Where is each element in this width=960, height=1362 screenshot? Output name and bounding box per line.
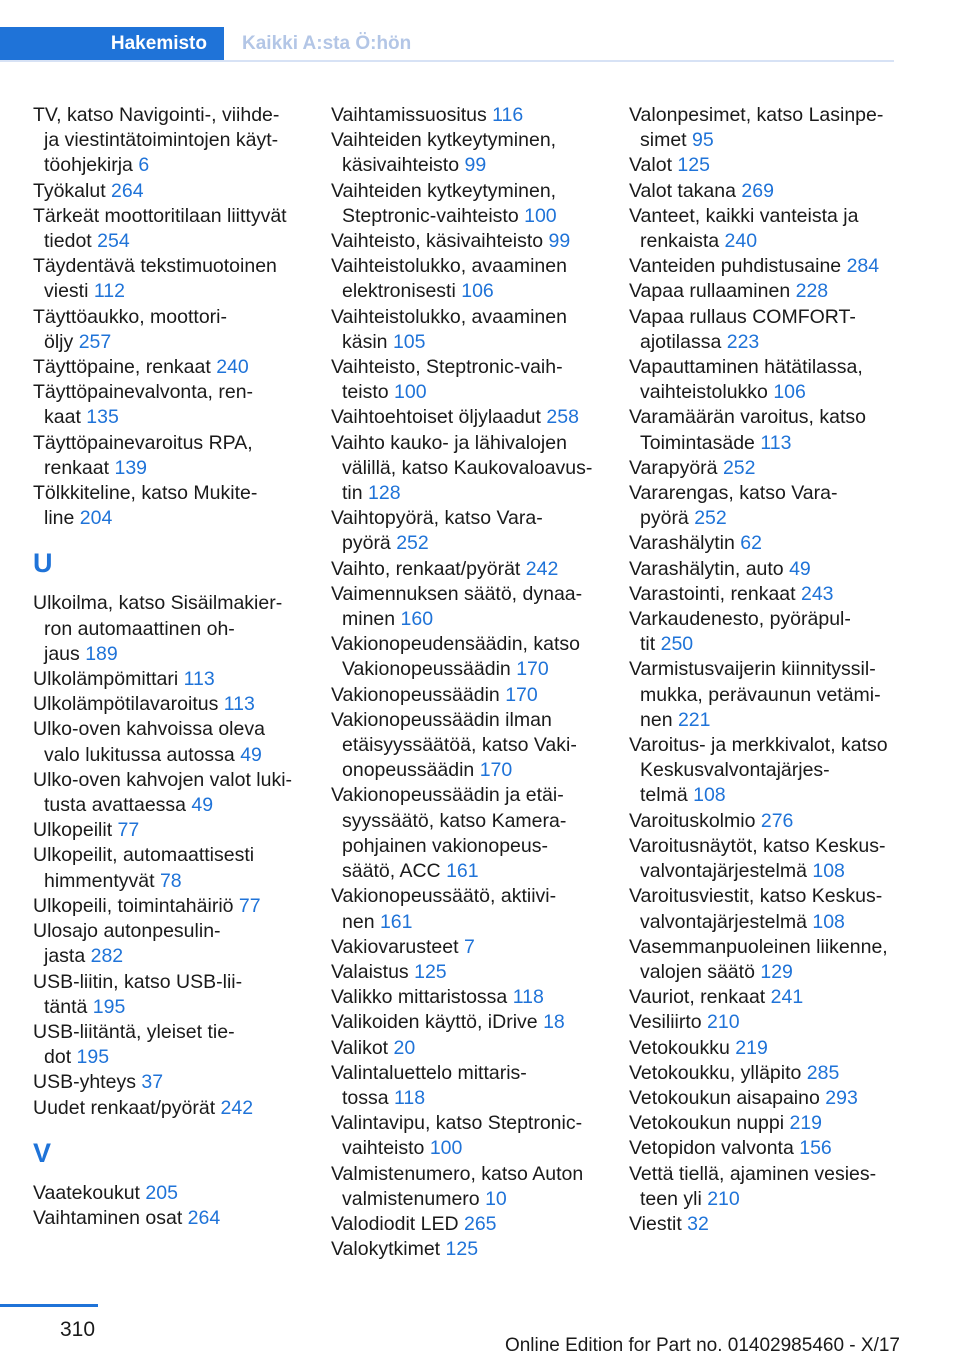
index-entry [33, 692, 303, 717]
page-link[interactable]: 156 [799, 1137, 832, 1160]
index-entry [33, 894, 303, 919]
page-link[interactable]: 77 [117, 819, 140, 842]
entry-text: Vaihteiden kytkeytyminen, käsivaihteisto [331, 129, 557, 177]
entry-text: Ulkopeilit [33, 819, 118, 842]
page-link[interactable]: 221 [677, 708, 711, 731]
page-link[interactable]: 293 [825, 1086, 858, 1109]
entry-text: Varoitusnäytöt, katso Keskus- valvontajärjestelmä [629, 834, 886, 883]
entry-text: Vanteiden puhdistusaine [629, 255, 847, 278]
index-entry [33, 818, 303, 843]
index-entry [331, 305, 601, 355]
page-link[interactable]: 112 [93, 280, 125, 303]
page-link[interactable]: 125 [414, 960, 447, 983]
page-link[interactable]: 125 [677, 154, 710, 177]
page-link[interactable]: 49 [240, 743, 262, 766]
entry-text: Valikko mittaristossa [331, 986, 513, 1009]
entry-text: Vakionopeussäädin ilman etäisyyssäätöä, katso Vaki- onopeussäädin [331, 708, 577, 782]
footer-accent-line [0, 1304, 98, 1307]
entry-text: Valaistus [331, 960, 415, 983]
index-column-1 [33, 103, 303, 1231]
index-entry [33, 843, 303, 893]
page-link[interactable]: 205 [145, 1181, 178, 1204]
page-link[interactable]: 254 [97, 230, 130, 253]
entry-text: Vaihteistolukko, avaaminen käsin [331, 305, 567, 353]
entry-text: Varoituskolmio [629, 809, 761, 832]
index-entry [331, 506, 601, 556]
page-link[interactable]: 100 [429, 1137, 463, 1160]
index-entry [331, 884, 601, 934]
index-entry [33, 179, 303, 204]
index-entry [331, 1212, 601, 1237]
index-entry [629, 1212, 899, 1237]
page-link[interactable]: 129 [760, 960, 793, 983]
index-entry [331, 431, 601, 507]
page-link[interactable]: 240 [216, 356, 249, 379]
index-entry [629, 531, 899, 556]
index-entry [331, 1010, 601, 1035]
index-entry [331, 632, 601, 682]
entry-text: Varamäärän varoitus, katso Toimintasäde [629, 406, 866, 454]
entry-text: Täyttöaukko, moottori- öljy [33, 305, 227, 353]
entry-text: Varastointi, renkaat [629, 582, 801, 605]
entry-text: Vauriot, renkaat [629, 986, 771, 1009]
page-link[interactable]: 20 [393, 1036, 416, 1059]
index-entry [629, 481, 899, 531]
page-link[interactable]: 161 [379, 910, 413, 933]
index-entry [331, 935, 601, 960]
page-link[interactable]: 252 [722, 456, 756, 479]
entry-text: Valonpesimet, katso Lasinpe- simet [629, 104, 884, 152]
page-link[interactable]: 49 [191, 794, 214, 817]
entry-text: Vaihtamissuositus [331, 104, 493, 126]
page-link[interactable]: 125 [445, 1238, 479, 1261]
index-entry [629, 1136, 899, 1161]
entry-text: Vararengas, katso Vara- pyörä [629, 482, 838, 530]
entry-text: Valokytkimet [331, 1238, 446, 1261]
entry-text: Täyttöpaine, renkaat [33, 356, 217, 379]
entry-text: Ulko-oven kahvoissa oleva valo lukitussa autossa [33, 718, 265, 766]
page-link[interactable]: 7 [463, 935, 475, 958]
page-link[interactable]: 170 [479, 759, 513, 782]
page-link[interactable]: 241 [770, 986, 804, 1009]
page-link[interactable]: 204 [79, 507, 113, 530]
index-entry [33, 204, 303, 254]
page-link[interactable]: 285 [806, 1061, 840, 1084]
tab-a-to-z[interactable]: Kaikki A:sta Ö:hön [224, 27, 894, 60]
page-link[interactable]: 118 [512, 986, 544, 1009]
entry-text: Valikoiden käyttö, iDrive [331, 1011, 544, 1034]
entry-text: Varashälytin, auto [629, 557, 790, 580]
page-link[interactable]: 62 [740, 532, 762, 555]
page-link[interactable]: 32 [687, 1212, 709, 1235]
entry-text: Valodiodit LED [331, 1212, 464, 1235]
index-entry [33, 591, 303, 667]
entry-text: Ulosajo autonpesulin- jasta [33, 920, 221, 968]
entry-text: Ulkopeilit, automaattisesti himmentyvät [33, 844, 255, 892]
page-link[interactable]: 252 [396, 532, 429, 555]
index-column-2 [331, 103, 601, 1262]
page-link[interactable]: 10 [485, 1187, 507, 1210]
entry-text: Täyttöpainevalvonta, ren- kaat [33, 381, 254, 429]
page-link[interactable]: 170 [505, 683, 538, 706]
entry-text: Vapauttaminen hätätilassa, vaihteistolukko [629, 356, 863, 404]
index-entry [33, 1096, 303, 1121]
index-entry [629, 1111, 899, 1136]
index-entry [629, 935, 899, 985]
page-link[interactable]: 250 [660, 633, 694, 656]
page-link[interactable]: 258 [546, 406, 579, 429]
page-link[interactable]: 106 [461, 280, 494, 303]
page-link[interactable]: 265 [463, 1212, 497, 1235]
entry-text: Täyttöpainevaroitus RPA, renkaat [33, 431, 253, 479]
entry-text: USB-liitäntä, yleiset tie- dot [33, 1020, 235, 1069]
entry-text: Vesiliirto [629, 1011, 708, 1034]
page-link[interactable]: 78 [159, 869, 182, 892]
entry-text: Tärkeät moottoritilaan liittyvät tiedot [33, 204, 287, 253]
entry-text: Vaihtoehtoiset öljylaadut [331, 406, 547, 429]
entry-text: Vaihto, renkaat/pyörät [331, 557, 526, 580]
index-entry [629, 103, 899, 153]
index-entry [629, 204, 899, 254]
index-entry [33, 717, 303, 767]
entry-text: Työkalut [33, 179, 112, 202]
index-entry [629, 405, 899, 455]
page-link[interactable]: 269 [741, 179, 774, 202]
tab-index[interactable]: Hakemisto [0, 27, 224, 60]
page-link[interactable]: 242 [220, 1096, 254, 1119]
entry-text: Vaihteiden kytkeytyminen, Steptronic-vaihteisto [331, 179, 557, 227]
entry-text: Valmistenumero, katso Auton valmistenumero [331, 1162, 584, 1210]
page-link[interactable]: 113 [183, 668, 215, 691]
entry-text: TV, katso Navigointi-, viihde- ja viestintätoimintojen käyt- töohjekirja [33, 104, 280, 177]
entry-text: Vettä tiellä, ajaminen vesies- teen yli [629, 1162, 877, 1210]
page-link[interactable]: 242 [525, 557, 559, 580]
index-entry [629, 607, 899, 657]
page-link[interactable]: 100 [394, 381, 427, 404]
page-link[interactable]: 195 [76, 1046, 110, 1069]
entry-text: Ulkolämpötilavaroitus [33, 693, 224, 716]
index-entry [629, 985, 899, 1010]
entry-text: Vetokoukku [629, 1036, 736, 1059]
entry-text: Valintavipu, katso Steptronic- vaihteisto [331, 1112, 583, 1160]
index-entry [331, 557, 601, 582]
index-entry [33, 355, 303, 380]
index-entry [33, 380, 303, 430]
entry-text: Vaatekoukut [33, 1181, 146, 1204]
index-entry [629, 1061, 899, 1086]
page-link[interactable]: 276 [760, 809, 794, 832]
index-entry [629, 305, 899, 355]
entry-text: Täydentävä tekstimuotoinen viesti [33, 255, 277, 303]
index-entry [629, 884, 899, 934]
entry-text: Vaihteistolukko, avaaminen elektronisesti [331, 255, 567, 303]
page-link[interactable]: 118 [394, 1086, 426, 1109]
page-link[interactable]: 135 [86, 406, 119, 429]
entry-text: Tölkkiteline, katso Mukite- line [33, 482, 258, 530]
page-link[interactable]: 282 [90, 945, 124, 968]
index-entry [331, 229, 601, 254]
page-link[interactable]: 189 [85, 642, 118, 665]
entry-text: Vaihtopyörä, katso Vara- pyörä [331, 507, 543, 555]
index-entry [33, 1181, 303, 1206]
index-entry [331, 254, 601, 304]
index-column-3 [629, 103, 899, 1237]
page-number: 310 [60, 1318, 96, 1341]
index-entry [629, 1036, 899, 1061]
entry-text: Vanteet, kaikki vanteista ja renkaista [629, 204, 859, 253]
page-link[interactable]: 77 [238, 894, 261, 917]
header-divider [0, 60, 894, 62]
index-entry [33, 667, 303, 692]
index-entry [629, 179, 899, 204]
index-entry [629, 254, 899, 279]
entry-text: Varoitus- ja merkkivalot, katso Keskusvalvontajärjes- telmä [629, 734, 888, 807]
page-link[interactable]: 252 [694, 507, 727, 530]
entry-text: Vapaa rullaus COMFORT- ajotilassa [629, 305, 856, 353]
index-entry [331, 1162, 601, 1212]
page-link[interactable]: 37 [141, 1071, 164, 1094]
index-entry [33, 970, 303, 1020]
index-entry [33, 103, 303, 179]
entry-text: Vakiovarusteet [331, 935, 464, 958]
page-link[interactable]: 18 [543, 1011, 565, 1034]
index-entry [629, 582, 899, 607]
page-link[interactable]: 99 [548, 230, 571, 253]
entry-text: Valintaluettelo mittaris- tossa [331, 1061, 527, 1109]
entry-text: Viestit [629, 1212, 688, 1235]
entry-text: Varmistusvaijerin kiinnityssil- mukka, perävaunun vetämi- nen [629, 658, 881, 731]
index-entry [33, 1020, 303, 1070]
page-link[interactable]: 108 [812, 860, 845, 883]
entry-text: USB-liitin, katso USB-lii- täntä [33, 970, 243, 1018]
edition-note: Online Edition for Part no. 01402985460 - X/17 [504, 1335, 900, 1356]
entry-text: Vapaa rullaaminen [629, 280, 796, 303]
entry-text: Vaihteisto, Steptronic-vaih- teisto [331, 356, 563, 404]
page-link[interactable]: 210 [707, 1011, 740, 1034]
index-entry [33, 481, 303, 531]
index-entry [629, 279, 899, 304]
index-entry [629, 1010, 899, 1035]
entry-text: Vetokoukku, ylläpito [629, 1061, 807, 1084]
index-entry [33, 919, 303, 969]
page-link[interactable]: 108 [693, 784, 726, 807]
index-entry [629, 809, 899, 834]
index-entry [331, 708, 601, 784]
page-link[interactable]: 100 [524, 204, 557, 227]
entry-text: Vaimennuksen säätö, dynaa- minen [331, 582, 583, 631]
index-entry [33, 768, 303, 818]
entry-text: Vetokoukun nuppi [629, 1112, 790, 1135]
entry-text: Vakionopeussäätö, aktiivi- nen [331, 885, 557, 933]
page-link[interactable]: 128 [368, 482, 401, 505]
entry-text: Vetopidon valvonta [629, 1137, 800, 1160]
entry-text: Varoitusviestit, katso Keskus- valvontajärjestelmä [629, 885, 883, 933]
page-link[interactable]: 6 [138, 154, 150, 177]
page-link[interactable]: 116 [492, 104, 524, 126]
index-entry [629, 834, 899, 884]
index-entry [331, 1036, 601, 1061]
index-entry [629, 153, 899, 178]
page-link[interactable]: 161 [446, 860, 479, 883]
entry-text: Valot [629, 154, 678, 177]
index-entry [331, 1111, 601, 1161]
index-entry [33, 305, 303, 355]
index-entry [33, 254, 303, 304]
index-entry [331, 1237, 601, 1262]
page-link[interactable]: 108 [812, 910, 845, 933]
index-entry [331, 960, 601, 985]
page-link[interactable]: 95 [692, 129, 714, 152]
index-entry [629, 1162, 899, 1212]
entry-text: Vaihto kauko- ja lähivalojen välillä, katso Kaukovaloavus- tin [331, 431, 593, 505]
entry-text: Varashälytin [629, 532, 741, 555]
index-entry [33, 1206, 303, 1231]
index-entry [629, 557, 899, 582]
page-link[interactable]: 240 [724, 230, 758, 253]
index-entry [629, 456, 899, 481]
index-entry [331, 128, 601, 178]
entry-text: Valot takana [629, 179, 742, 202]
section-letter: V [33, 1137, 52, 1168]
page-link[interactable]: 257 [78, 330, 112, 353]
entry-text: Varkaudenesto, pyöräpul- tit [629, 608, 851, 656]
index-entry [629, 1086, 899, 1111]
section-letter: U [33, 548, 53, 579]
header-tabs [0, 27, 894, 62]
page-link[interactable]: 243 [800, 582, 834, 605]
page-link[interactable]: 228 [795, 280, 829, 303]
page-link[interactable]: 105 [392, 330, 426, 353]
page-link[interactable]: 219 [735, 1036, 768, 1059]
index-entry [331, 683, 601, 708]
page-link[interactable]: 160 [400, 608, 434, 631]
index-entry [331, 179, 601, 229]
entry-text: Vakionopeudensäädin, katso Vakionopeussäädin [331, 633, 580, 681]
index-entry [33, 1070, 303, 1095]
entry-text: Ulkopeili, toimintahäiriö [33, 894, 239, 917]
entry-text: Varapyörä [629, 456, 723, 479]
index-entry [331, 582, 601, 632]
index-entry [629, 657, 899, 733]
entry-text: Uudet renkaat/pyörät [33, 1096, 221, 1119]
page-link[interactable]: 223 [726, 330, 760, 353]
entry-text: USB-yhteys [33, 1071, 142, 1094]
entry-text: Ulko-oven kahvojen valot luki- tusta avattaessa [33, 768, 293, 817]
page-link[interactable]: 106 [773, 381, 806, 404]
entry-text: Ulkolämpömittari [33, 668, 184, 691]
entry-text: Valikot [331, 1036, 394, 1059]
index-entry [331, 103, 601, 128]
entry-text: Vasemmanpuoleinen liikenne, valojen säätö [629, 935, 888, 983]
page-link[interactable]: 113 [223, 693, 255, 716]
page-link[interactable]: 139 [114, 456, 148, 479]
page-link[interactable]: 264 [111, 179, 144, 202]
index-entry [629, 355, 899, 405]
page-link[interactable]: 195 [92, 995, 126, 1018]
page-link[interactable]: 49 [789, 557, 811, 580]
page-link[interactable]: 113 [760, 431, 792, 454]
entry-text: Ulkoilma, katso Sisäilmakier- ron automaattinen oh- jaus [33, 592, 283, 665]
index-entry [331, 355, 601, 405]
index-entry [629, 733, 899, 809]
entry-text: Vakionopeussäädin ja etäi- syyssäätö, katso Kamera- pohjainen vakionopeus- säätö, ACC [331, 784, 567, 883]
index-entry [331, 985, 601, 1010]
page-link[interactable]: 284 [846, 255, 880, 278]
page-link[interactable]: 219 [789, 1112, 823, 1135]
page-link[interactable]: 99 [464, 154, 487, 177]
entry-text: Vetokoukun aisapaino [629, 1086, 826, 1109]
page-link[interactable]: 210 [707, 1187, 740, 1210]
entry-text: Vakionopeussäädin [331, 683, 506, 706]
index-entry [33, 431, 303, 481]
page-link[interactable]: 170 [516, 658, 549, 681]
index-entry [331, 783, 601, 884]
index-entry [331, 405, 601, 430]
index-entry [331, 1061, 601, 1111]
page-link[interactable]: 264 [187, 1206, 221, 1229]
entry-text: Vaihtaminen osat [33, 1206, 188, 1229]
entry-text: Vaihteisto, käsivaihteisto [331, 230, 549, 253]
